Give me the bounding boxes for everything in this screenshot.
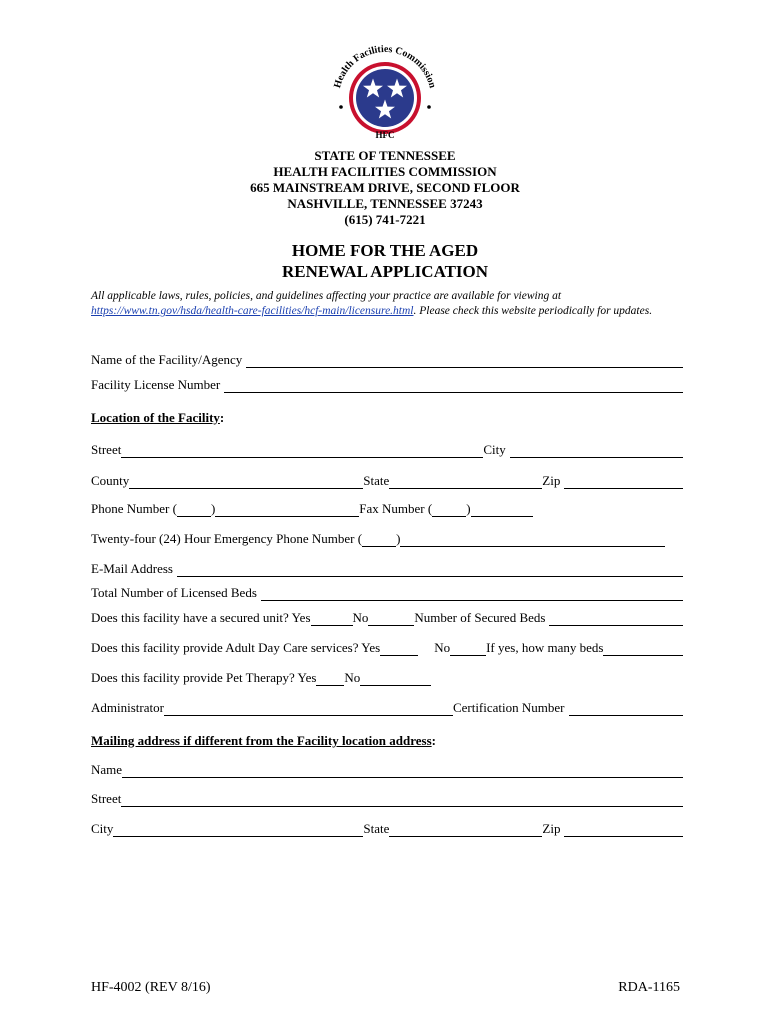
phone-label: Phone Number ( — [91, 501, 177, 516]
fax-label: Fax Number ( — [359, 501, 433, 516]
seal-abbreviation: HFC — [375, 130, 395, 140]
mailing-heading-text: Mailing address if different from the Facility location address — [91, 733, 432, 748]
mail-name-row — [91, 762, 683, 778]
pet-yes-field[interactable] — [316, 673, 344, 686]
intro-text: All applicable laws, rules, policies, and guidelines affecting your practice are available for viewing at — [91, 290, 562, 302]
street-field[interactable] — [121, 445, 483, 458]
secured-beds-field[interactable] — [549, 613, 683, 626]
fax-close: ) — [466, 501, 471, 516]
rda-number: RDA-1165 — [618, 980, 680, 995]
header-address: 665 MAINSTREAM DRIVE, SECOND FLOOR — [250, 180, 520, 195]
license-number-row — [91, 377, 683, 393]
zip-label: Zip — [542, 473, 561, 488]
administrator-row — [91, 700, 683, 716]
how-many-label: If yes, how many beds — [486, 640, 604, 655]
street-city-row — [91, 442, 683, 458]
header-commission: HEALTH FACILITIES COMMISSION — [273, 164, 497, 179]
mail-name-label: Name — [91, 762, 123, 777]
secured-unit-row — [91, 610, 683, 626]
adult-no-field[interactable] — [450, 643, 486, 656]
header-state: STATE OF TENNESSEE — [314, 148, 456, 163]
intro-text-end: . Please check this website periodically for updates. — [413, 305, 653, 317]
header-phone: (615) 741-7221 — [344, 212, 426, 227]
pet-no-label: No — [344, 670, 361, 685]
form-subtitle: RENEWAL APPLICATION — [281, 262, 489, 281]
licensed-beds-label: Total Number of Licensed Beds — [91, 585, 257, 600]
licensed-beds-field[interactable] — [261, 588, 683, 601]
pet-no-field[interactable] — [360, 673, 431, 686]
zip-field[interactable] — [564, 476, 683, 489]
intro-paragraph — [91, 289, 691, 319]
mail-street-row — [91, 791, 683, 807]
email-label: E-Mail Address — [91, 561, 173, 576]
secured-no-label: No — [352, 610, 369, 625]
mail-name-field[interactable] — [122, 765, 683, 778]
emergency-phone-field[interactable] — [400, 534, 665, 547]
state-field[interactable] — [389, 476, 542, 489]
form-title: HOME FOR THE AGED — [291, 241, 479, 260]
mail-zip-label: Zip — [542, 821, 561, 836]
email-row — [91, 561, 683, 577]
county-label: County — [91, 473, 130, 488]
mail-city-field[interactable] — [113, 824, 363, 837]
location-heading-colon: : — [219, 410, 225, 425]
licensure-link[interactable]: https://www.tn.gov/hsda/health-care-facilities/hcf-main/licensure.html — [91, 305, 414, 317]
mail-zip-field[interactable] — [564, 824, 683, 837]
adult-day-label: Does this facility provide Adult Day Care services? Yes — [91, 640, 381, 655]
facility-name-row — [91, 352, 683, 368]
administrator-label: Administrator — [91, 700, 164, 715]
adult-no-label: No — [434, 640, 451, 655]
facility-name-label: Name of the Facility/Agency — [91, 352, 243, 367]
emergency-area-field[interactable] — [362, 534, 396, 547]
licensed-beds-row — [91, 585, 683, 601]
mail-street-field[interactable] — [121, 794, 683, 807]
license-number-field[interactable] — [224, 380, 683, 393]
fax-field[interactable] — [471, 504, 533, 517]
mail-state-label: State — [363, 821, 390, 836]
mail-city-state-zip-row — [91, 821, 683, 837]
secured-beds-label: Number of Secured Beds — [414, 610, 546, 625]
administrator-field[interactable] — [164, 703, 453, 716]
emergency-phone-label: Twenty-four (24) Hour Emergency Phone Number ( — [91, 531, 363, 546]
pet-therapy-label: Does this facility provide Pet Therapy? Yes — [91, 670, 317, 685]
fax-area-field[interactable] — [432, 504, 466, 517]
phone-fax-row — [91, 501, 683, 517]
mailing-heading — [91, 733, 436, 749]
how-many-field[interactable] — [603, 643, 683, 656]
seal-ring-text: Health Facilities Commission — [332, 43, 438, 90]
facility-name-field[interactable] — [246, 355, 683, 368]
location-heading-text: Location of the Facility — [91, 410, 220, 425]
secured-unit-label: Does this facility have a secured unit? Yes — [91, 610, 311, 625]
form-number: HF-4002 (REV 8/16) — [91, 980, 211, 995]
phone-area-field[interactable] — [177, 504, 211, 517]
emergency-phone-row — [91, 531, 683, 547]
email-field[interactable] — [177, 564, 683, 577]
county-field[interactable] — [129, 476, 363, 489]
location-heading — [91, 410, 224, 426]
city-field[interactable] — [510, 445, 683, 458]
header-city: NASHVILLE, TENNESSEE 37243 — [287, 196, 483, 211]
secured-yes-field[interactable] — [311, 613, 353, 626]
phone-close: ) — [210, 501, 216, 516]
certification-label: Certification Number — [452, 700, 565, 715]
state-label: State — [363, 473, 390, 488]
emergency-close: ) — [396, 531, 401, 546]
county-state-zip-row — [91, 473, 683, 489]
mail-city-label: City — [91, 821, 114, 836]
mailing-heading-colon: : — [431, 733, 436, 748]
mail-state-field[interactable] — [389, 824, 542, 837]
phone-field[interactable] — [215, 504, 359, 517]
street-label: Street — [91, 442, 122, 457]
adult-yes-field[interactable] — [380, 643, 418, 656]
adult-day-row — [91, 640, 683, 656]
certification-field[interactable] — [569, 703, 684, 716]
city-label: City — [483, 442, 506, 457]
license-number-label: Facility License Number — [91, 377, 221, 392]
secured-no-field[interactable] — [368, 613, 414, 626]
pet-therapy-row — [91, 670, 431, 686]
mail-street-label: Street — [91, 791, 122, 806]
